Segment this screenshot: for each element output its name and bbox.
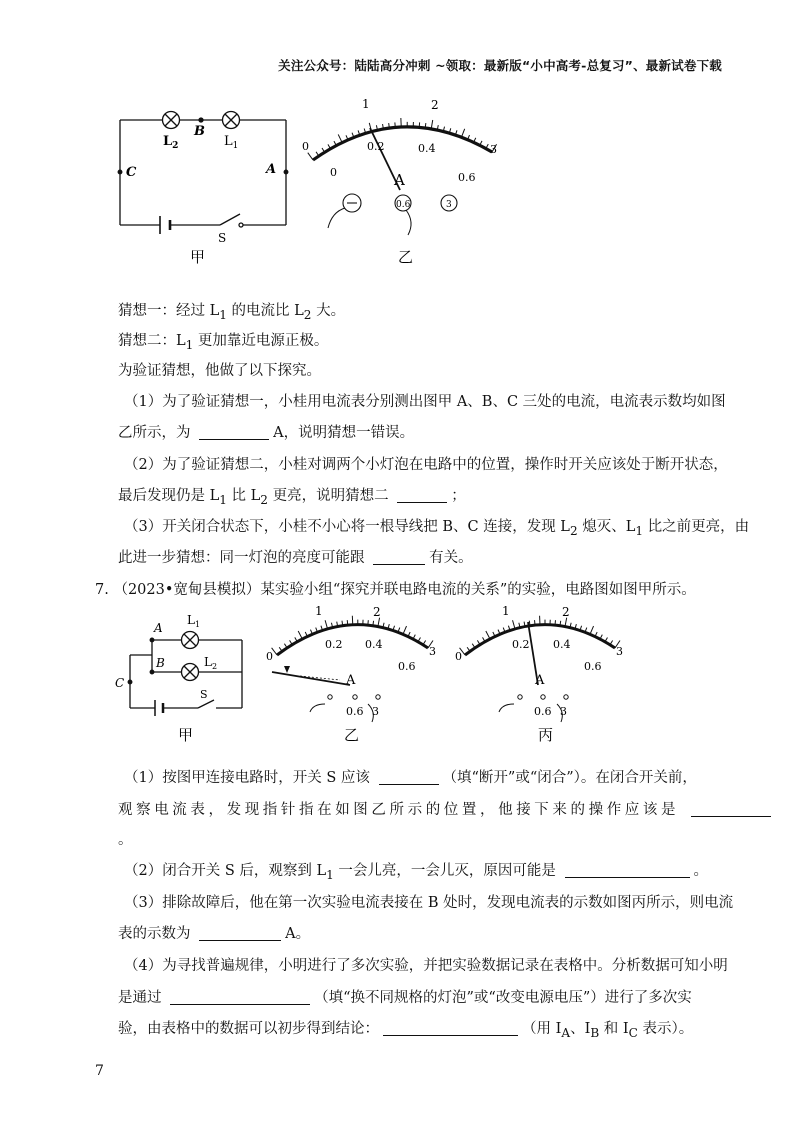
circuit-parallel-jia [128,632,242,717]
q7-label-b: B [156,656,165,670]
meter3-inner-06: 0.6 [584,660,602,673]
meter3-top-2: 2 [562,605,570,619]
q7-label-c: C [115,676,125,690]
label-l1: $L_1$ [224,134,239,151]
meter-tick [529,621,530,626]
meter-tick [325,620,327,629]
meter2-left-0: 0 [266,650,273,663]
page-header: 关注公众号：陆陆高分冲刺 ~领取：最新版“小中高考-总复习”、最新试卷下载 [278,58,722,73]
q7-blank-6[interactable] [383,1021,518,1036]
meter3-top-1: 1 [502,604,510,618]
q7-p4-line3: 验，由表格中的数据可以初步得到结论： （用 $I_A$、$I_B$ 和 $I_C$ 表示）。 [118,1021,694,1040]
text-line-3: 为验证猜想，他做了以下探究。 [118,363,321,379]
q7-label-l1: $L_1$ [187,613,201,629]
meter1-top-2: 2 [431,98,439,112]
q7-caption-yi: 乙 [344,726,360,744]
meter1-unit: A [394,171,405,189]
meter2-right-3: 3 [429,645,436,658]
q7-p2: （2）闭合开关 S 后，观察到 $L_1$ 一会儿亮，一会儿灭，原因可能是 。 [124,863,709,882]
text-line-1: 猜想一：经过 $L_1$ 的电流比 $L_2$ 大。 [118,303,346,322]
label-c: C [126,165,137,180]
meter-tick [461,129,464,137]
label-l2: $L_2$ [163,134,179,151]
q7-caption-bing: 丙 [538,726,554,744]
q7-intro: 7. （2023•宽甸县模拟）某实验小组“探究并联电路电流的关系”的实验，电路图如图甲所示。 [95,582,696,598]
meter2-top-1: 1 [315,604,323,618]
meter2-inner-02: 0.2 [325,638,343,651]
meter1-inner-06: 0.6 [458,171,476,184]
meter1-terminal-3: 3 [446,200,452,210]
text-line-2: 猜想二：$L_1$ 更加靠近电源正极。 [118,333,329,352]
meter-tick [486,631,490,639]
meter-tick [513,620,515,629]
meter-tick [425,123,426,128]
meter2-unit: A [346,673,356,688]
meter1-inner-04: 0.4 [418,142,436,155]
text-line-4: （1）为了验证猜想一，小桂用电流表分别测出图甲 A、B、C 三处的电流，电流表示数均如图 [124,394,726,410]
label-a: A [266,162,277,177]
q7-p1-line2: 观察电流表，发现指针指在如图乙所示的位置，他接下来的操作应该是 [118,798,775,819]
meter-tick [389,123,390,128]
caption-jia: 甲 [190,248,206,266]
q7-p3-line1: （3）排除故障后，他在第一次实验电流表接在 B 处时，发现电流表的示数如图丙所示，则电流 [124,895,734,911]
q7-p3-line2: 表的示数为 A。 [118,926,311,942]
meter1-right-3: 3 [490,143,497,156]
figure-2 [110,600,650,750]
q7-blank-3[interactable] [565,863,690,878]
q7-p1-line1: （1）按图甲连接电路时，开关 S 应该 （填“断开”或“闭合”）。在闭合开关前， [124,770,697,786]
meter1-inner-02: 0.2 [367,140,385,153]
meter3-left-0: 0 [455,650,462,663]
q7-caption-jia: 甲 [178,726,194,744]
meter-tick [373,621,374,626]
meter-tick [560,621,561,626]
meter-tick [308,153,313,160]
text-line-5: 乙所示，为 A，说明猜想一错误。 [118,425,415,441]
meter3-terminal-06: 0.6 [534,705,552,718]
text-line-8: （3）开关闭合状态下，小桂不小心将一根导线把 B、C 连接，发现 $L_2$ 熄灭、$L_1$ 比之前更亮，由 [124,519,750,538]
meter3-right-3: 3 [616,645,623,658]
meter2-terminal-3: 3 [372,705,379,718]
meter1-inner-0: 0 [330,166,337,179]
q7-blank-4[interactable] [199,926,281,941]
q7-p4-line2: 是通过 （填“换不同规格的灯泡”或“改变电源电压”）进行了多次实 [118,990,692,1006]
meter1-left-0: 0 [302,140,309,153]
figure-1 [100,90,520,275]
q7-blank-1[interactable] [379,770,439,785]
caption-yi: 乙 [398,248,414,266]
page-number: 7 [95,1063,104,1079]
answer-blank-2[interactable] [397,488,447,503]
meter-tick [298,631,302,639]
q7-p4-line1: （4）为寻找普遍规律，小明进行了多次实验，并把实验数据记录在表格中。分析数据可知小明 [124,958,728,974]
q7-p1-line3: 。 [118,832,133,848]
text-line-6: （2）为了验证猜想二，小桂对调两个小灯泡在电路中的位置，操作时开关应该处于断开状态， [124,457,728,473]
meter-tick [342,621,343,626]
answer-blank-1[interactable] [199,425,269,440]
q7-label-l2: $L_2$ [204,655,218,671]
meter-tick [338,134,342,142]
meter-tick [403,626,407,634]
meter3-inner-02: 0.2 [512,638,530,651]
q7-blank-5[interactable] [170,990,310,1005]
meter-tick [590,626,594,634]
meter2-inner-06: 0.6 [398,660,416,673]
meter3-unit: A [535,673,545,688]
label-s: S [218,231,227,245]
meter2-top-2: 2 [373,605,381,619]
text-line-7: 最后发现仍是 $L_1$ 比 $L_2$ 更亮，说明猜想二 ； [118,488,466,507]
meter3-terminal-3: 3 [560,705,567,718]
meter2-inner-04: 0.4 [365,638,383,651]
meter1-top-1: 1 [362,97,370,111]
q7-blank-2[interactable] [691,802,771,817]
answer-blank-3[interactable] [373,550,425,565]
label-b: B [194,124,205,139]
meter1-terminal-06: 0.6 [396,200,411,210]
q7-label-s: S [200,688,208,701]
meter2-terminal-06: 0.6 [346,705,364,718]
text-line-9: 此进一步猜想：同一灯泡的亮度可能跟 有关。 [118,550,473,566]
q7-label-a: A [154,621,163,635]
meter3-inner-04: 0.4 [553,638,571,651]
